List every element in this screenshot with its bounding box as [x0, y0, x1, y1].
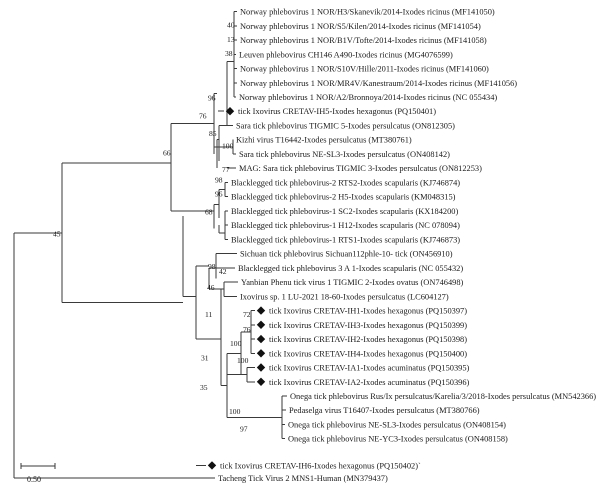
diamond-marker-icon	[257, 335, 265, 343]
taxon-label: Blacklegged tick phlebovirus-2 RTS2-Ixodes scapularis (KJ746874)	[231, 178, 461, 188]
bootstrap-label: 85	[209, 129, 217, 139]
bootstrap-label: 11	[205, 309, 213, 319]
bootstrap-label: 13	[227, 34, 235, 44]
taxon-label: Onega tick phlebovirus Rus/Ix persulcatus/Karelia/3/2018-Ixodes persulcatus (MN542366)	[290, 392, 597, 401]
taxon-label: Norway phlebovirus 1 NOR/A2/Bronnoya/2014-Ixodes ricinus (NC 055434)	[239, 93, 498, 102]
bootstrap-label: 96	[215, 189, 223, 199]
taxon-label: Norway phlebovirus 1 NOR/B1V/Tofte/2014-Ixodes ricinus (MF141058)	[240, 36, 487, 45]
taxon-label: Leuven phlebovirus CH146 A490-Ixodes ricinus (MG4076599)	[239, 50, 453, 60]
diamond-marker-icon	[257, 378, 265, 386]
taxon-label: tick Ixovirus CRETAV-IH1-Ixodes hexagonus (PQ150397)	[269, 306, 467, 316]
taxon-label: Onega tick phlebovirus NE-YC3-Ixodes persulcatus (ON408158)	[288, 434, 508, 444]
taxon-label: tick Ixovirus CRETAV-IH6-Ixodes hexagonus (PQ150402)`	[220, 461, 421, 471]
bootstrap-label: 100	[230, 339, 242, 349]
taxon-label: Norway phlebovirus 1 NOR/S10V/Hille/2011-Ixodes ricinus (MF141060)	[240, 64, 489, 74]
bootstrap-label: 100	[229, 406, 241, 416]
bootstrap-label: 42	[219, 267, 227, 277]
bootstrap-label: 45	[53, 229, 61, 239]
bootstrap-label: 100	[222, 141, 234, 151]
taxon-label: tick Ixovirus CRETAV-IH5-Ixodes hexagonus (PQ150401)	[238, 107, 436, 117]
bootstrap-label: 35	[200, 382, 208, 392]
bootstrap-label: 97	[240, 424, 248, 434]
bootstrap-label: 40	[227, 20, 235, 30]
taxon-label: Yanbian Phenu tick virus 1 TIGMIC 2-Ixodes ovatus (ON746498)	[241, 278, 464, 288]
taxon-labels	[218, 8, 596, 483]
bootstrap-label: 66	[163, 148, 171, 158]
taxon-label: Ixovirus sp. 1 LU-2021 18-60-Ixodes persulcatus (LC604127)	[240, 292, 449, 302]
taxon-label: tick Ixovirus CRETAV-IA1-Ixodes acuminatus (PQ150395)	[269, 363, 470, 373]
taxon-label: Sichuan tick phlebovirus Sichuan112phle-10- tick (ON456910)	[240, 249, 453, 259]
bootstrap-label: 68	[205, 207, 213, 217]
taxon-label: Pedaselga virus T16407-Ixodes persulcatus (MT380766)	[289, 406, 480, 416]
bootstrap-label: 100	[237, 356, 249, 366]
taxon-label: MAG: Sara tick phlebovirus TIGMIC 3-Ixodes persulcatus (ON812253)	[239, 164, 482, 174]
taxon-label: tick Ixovirus CRETAV-IA2-Ixodes acuminatus (PQ150396)	[269, 377, 470, 387]
diamond-marker-icon	[257, 321, 265, 329]
bootstrap-label: 31	[201, 353, 209, 363]
bootstrap-label: 76	[199, 111, 207, 121]
taxon-label: Onega tick phlebovirus NE-SL3-Ixodes persulcatus (ON408154)	[288, 420, 506, 430]
bootstrap-label: 46	[207, 283, 215, 293]
taxon-label: tick Ixovirus CRETAV-IH4-Ixodes hexagonus (PQ150400)	[269, 349, 467, 359]
bootstrap-label: 98	[215, 175, 223, 185]
taxon-label: Blacklegged tick phlebovirus-1 RTS1-Ixodes scapularis (KJ746873)	[231, 235, 461, 245]
diamond-marker-icon	[257, 306, 265, 314]
taxon-label: tick Ixovirus CRETAV-IH3-Ixodes hexagonus (PQ150399)	[269, 320, 467, 330]
bootstrap-label: 96	[208, 93, 216, 103]
bootstrap-label: 76	[243, 324, 251, 334]
taxon-label: Blacklegged tick phlebovirus-2 H5-Ixodes scapularis (KM048315)	[231, 192, 456, 202]
scale-bar	[21, 463, 55, 484]
bootstrap-label: 38	[225, 49, 233, 59]
taxon-label: Norway phlebovirus 1 NOR/MR4V/Kanestraum/2014-Ixodes ricinus (MF141056)	[240, 78, 518, 88]
diamond-marker-icon	[208, 461, 216, 469]
scale-bar-label: 0.50	[27, 475, 41, 484]
diamond-marker-icon	[257, 363, 265, 371]
bootstrap-label: 98	[208, 261, 216, 271]
diamond-marker-icon	[257, 349, 265, 357]
taxon-label: Blacklegged tick phlebovirus-1 H12-Ixodes scapularis (NC 078094)	[231, 221, 460, 231]
taxon-label: tick Ixovirus CRETAV-IH2-Ixodes hexagonus (PQ150398)	[269, 335, 467, 345]
taxon-label: Sara tick phlebovirus TIGMIC 5-Ixodes persulcatus (ON812305)	[236, 121, 455, 131]
bootstrap-label: 77	[222, 164, 230, 174]
taxon-label: Blacklegged tick phlebovirus 3 A 1-Ixodes scapularis (NC 055432)	[238, 263, 464, 273]
taxon-label: Kizhi virus T16442-Ixodes persulcatus (MT380761)	[236, 135, 412, 145]
taxon-label: Tacheng Tick Virus 2 MNS1-Human (MN379437)	[218, 473, 388, 483]
bootstrap-label: 72	[243, 309, 251, 319]
taxon-label: Norway phlebovirus 1 NOR/S5/Kilen/2014-Ixodes ricinus (MF141054)	[240, 21, 481, 31]
taxon-label: Blacklegged tick phlebovirus-1 SC2-Ixodes scapularis (KX184200)	[231, 206, 459, 216]
taxon-label: Norway phlebovirus 1 NOR/H3/Skanevik/2014-Ixodes ricinus (MF141050)	[240, 7, 495, 17]
taxon-label: Sara tick phlebovirus NE-SL3-Ixodes persulcatus (ON408142)	[239, 150, 450, 159]
